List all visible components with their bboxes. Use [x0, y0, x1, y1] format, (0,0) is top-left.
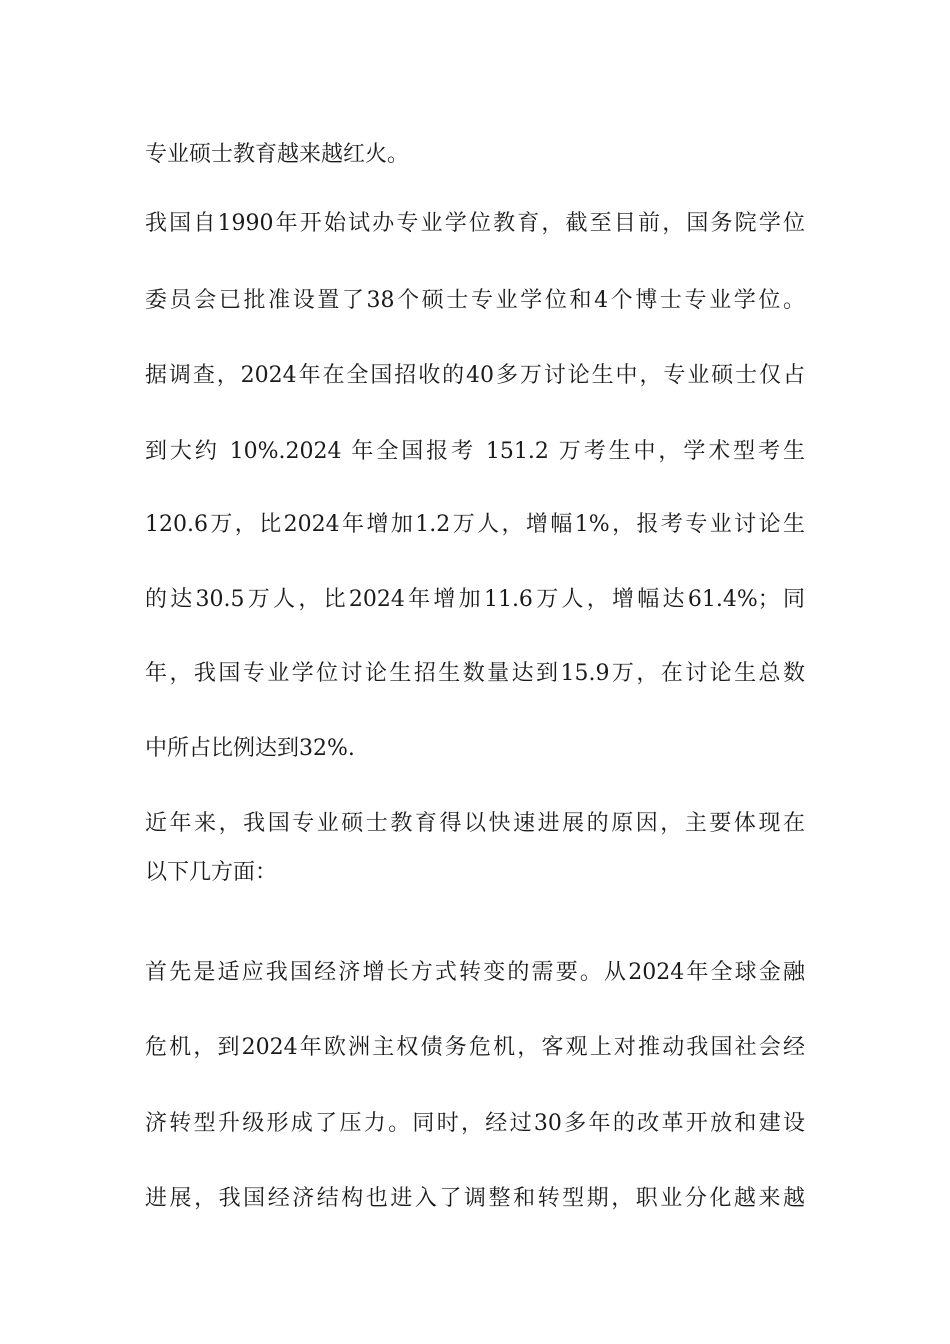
text-line: 的达30.5万人，比2024年增加11.6万人，增幅达61.4%；同: [145, 587, 805, 612]
text-line: 120.6万，比2024年增加1.2万人，增幅1%，报考专业讨论生: [145, 512, 805, 537]
text-line: 专业硕士教育越来越红火。: [145, 142, 410, 167]
text-line: 到大约 10%.2024 年全国报考 151.2 万考生中，学术型考生: [145, 439, 805, 464]
text-line: 近年来，我国专业硕士教育得以快速进展的原因，主要体现在: [145, 811, 805, 836]
text-line: 我国自1990年开始试办专业学位教育，截至目前，国务院学位: [145, 211, 805, 236]
text-line: 年，我国专业学位讨论生招生数量达到15.9万，在讨论生总数: [145, 661, 805, 686]
text-line: 以下几方面：: [145, 860, 278, 885]
text-line: 据调查，2024年在全国招收的40多万讨论生中，专业硕士仅占: [145, 363, 805, 388]
text-line: 委员会已批准设置了38个硕士专业学位和4个博士专业学位。: [145, 288, 805, 313]
text-line: 危机，到2024年欧洲主权债务危机，客观上对推动我国社会经: [145, 1035, 805, 1060]
text-line: 济转型升级形成了压力。同时，经过30多年的改革开放和建设: [145, 1111, 805, 1136]
text-line: 进展，我国经济结构也进入了调整和转型期，职业分化越来越: [145, 1186, 805, 1211]
text-line: 中所占比例达到32%.: [145, 736, 355, 761]
text-line: 首先是适应我国经济增长方式转变的需要。从2024年全球金融: [145, 960, 805, 985]
